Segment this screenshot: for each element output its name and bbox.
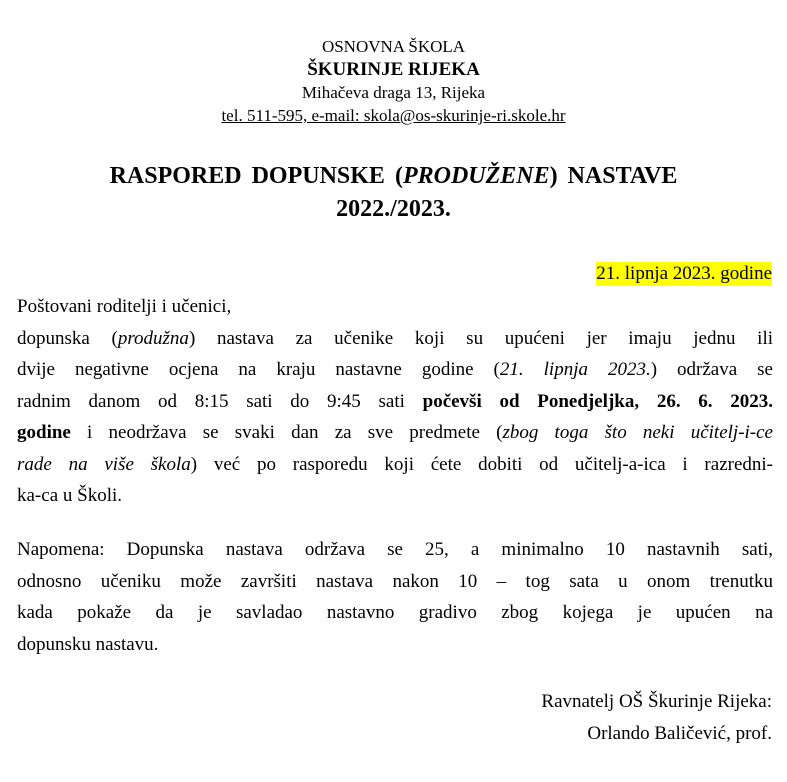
p1-l1a: dopunska ( — [17, 327, 118, 349]
title-part1: RASPORED DOPUNSKE ( — [109, 163, 403, 189]
paragraph-main — [17, 291, 773, 512]
p1-line1 — [17, 323, 773, 355]
signature-role: Ravnatelj OŠ Škurinje Rijeka: — [541, 691, 772, 712]
p1-line6: ka-ca u Školi. — [17, 485, 123, 506]
p1-line5 — [17, 449, 773, 481]
p2-line4: dopunsku nastavu. — [17, 633, 159, 655]
school-type: OSNOVNA ŠKOLA — [321, 37, 466, 56]
p1-l4c: zbog toga što neki učitelj-i-ce — [502, 422, 773, 443]
paragraph-note — [17, 534, 773, 660]
school-address: Mihačeva draga 13, Rijeka — [301, 83, 486, 102]
p1-l4b: i neodržava se svaki dan za sve predmete ( — [70, 422, 503, 443]
title-part2: ) NASTAVE — [549, 163, 678, 189]
p1-l1c: ) nastava za učenike koji su upućeni jer imaju jednu ili — [188, 327, 773, 349]
p1-l2b: 21. lipnja 2023. — [499, 359, 651, 380]
title-italic: PRODUŽENE — [402, 163, 550, 189]
p1-l2c: ) održava se — [650, 359, 773, 380]
school-name: ŠKURINJE RIJEKA — [307, 59, 480, 80]
p1-line3 — [17, 386, 773, 418]
p1-l2a: dvije negativne ocjena na kraju nastavne godine ( — [17, 359, 500, 380]
title-year: 2022./2023. — [336, 196, 451, 222]
p2-line3: kada pokaže da je savladao nastavno gradivo zbog kojega je upućen na — [17, 602, 773, 623]
greeting: Poštovani roditelji i učenici, — [17, 296, 232, 317]
title-line — [0, 160, 787, 193]
document-date: 21. lipnja 2023. godine — [596, 263, 772, 284]
p1-l3a: radnim danom od 8:15 sati do 9:45 sati — [17, 390, 423, 412]
p1-l1b: produžna — [117, 327, 189, 349]
signature-name: Orlando Baličević, prof. — [587, 723, 772, 744]
signature-block — [541, 686, 772, 750]
p2-line2: odnosno učeniku može završiti nastava nakon 10 – tog sata u onom trenutku — [17, 570, 773, 592]
school-header — [0, 35, 787, 127]
p1-l5a: rade na više škola — [17, 453, 191, 475]
p1-l3b: počevši od Ponedjeljka, 26. 6. 2023. — [422, 390, 774, 412]
p1-line4 — [17, 417, 773, 449]
p1-l4a: godine — [17, 422, 71, 443]
school-contact: tel. 511-595, e-mail: skola@os-skurinje-ri.skole.hr — [221, 106, 566, 125]
document-title — [0, 160, 787, 226]
p2-line1: Napomena: Dopunska nastava održava se 25, a minimalno 10 nastavnih sati, — [17, 539, 773, 560]
p1-l5b: ) već po rasporedu koji ćete dobiti od učitelj-a-ica i razredni- — [190, 453, 773, 475]
p1-line2 — [17, 354, 773, 386]
